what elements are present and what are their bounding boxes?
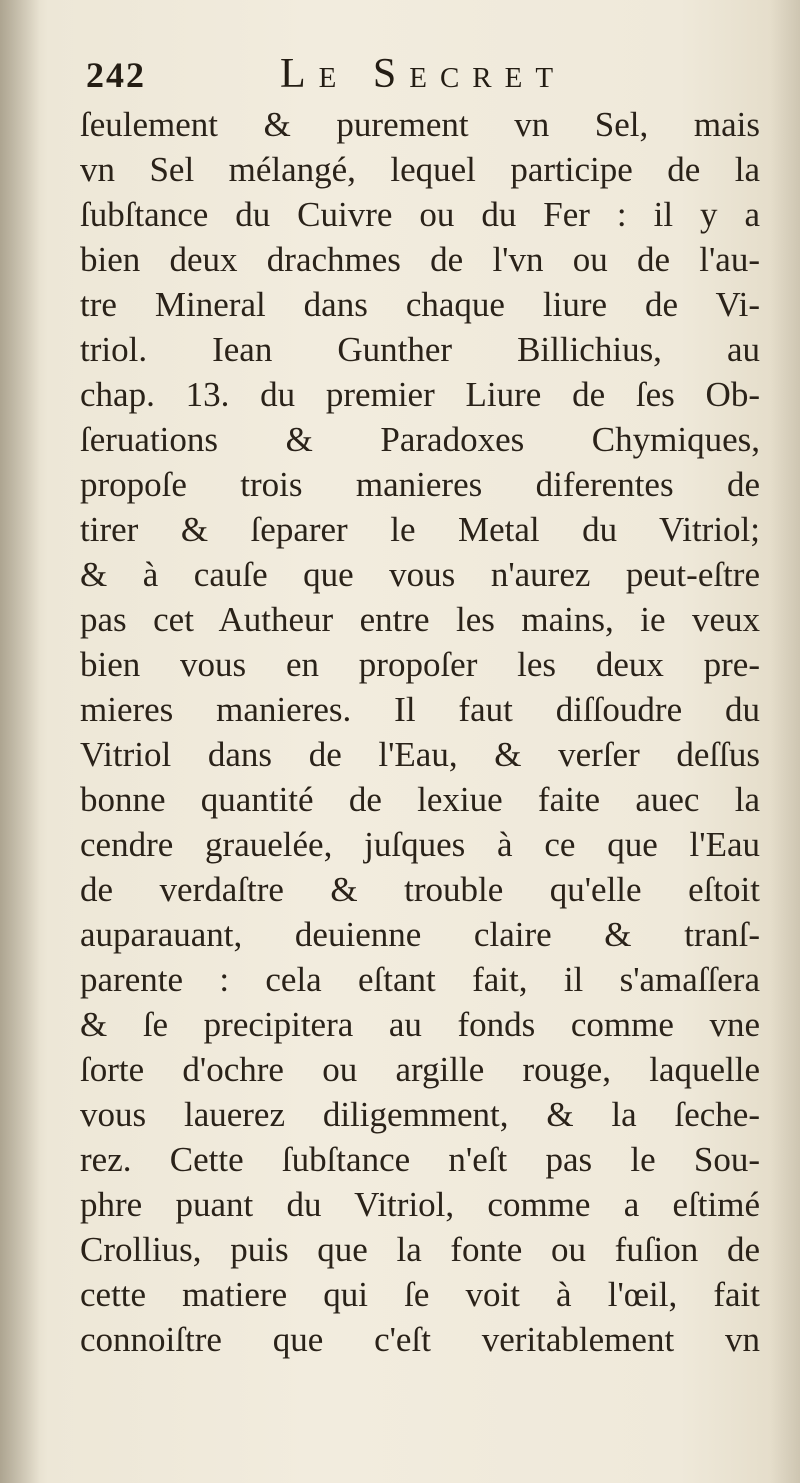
text-line: de verdaſtre & trouble qu'elle eſtoit <box>80 870 760 909</box>
text-line: pas cet Autheur entre les mains, ie veux <box>80 600 760 639</box>
text-line: ſeulement & purement vn Sel, mais <box>80 105 760 144</box>
text-line: cette matiere qui ſe voit à l'œil, fait <box>80 1275 760 1314</box>
text-line: bien vous en propoſer les deux pre- <box>80 645 760 684</box>
body-text <box>80 102 760 1402</box>
gutter-shadow <box>0 0 40 1483</box>
text-line: phre puant du Vitriol, comme a eſtimé <box>80 1185 760 1224</box>
running-head: Le Secret <box>280 51 567 97</box>
text-line: chap. 13. du premier Liure de ſes Ob- <box>80 375 760 414</box>
text-line: Crollius, puis que la fonte ou fuſion de <box>80 1230 760 1269</box>
text-line: bien deux drachmes de l'vn ou de l'au- <box>80 240 760 279</box>
text-line: vous lauerez diligemment, & la ſeche- <box>80 1095 760 1134</box>
text-line: cendre grauelée, juſques à ce que l'Eau <box>80 825 760 864</box>
text-line: propoſe trois manieres diferentes de <box>80 465 760 504</box>
page-number: 242 <box>86 55 146 95</box>
text-line: connoiſtre que c'eſt veritablement vn <box>80 1320 760 1359</box>
page-header <box>80 50 760 110</box>
text-line: ſorte d'ochre ou argille rouge, laquelle <box>80 1050 760 1089</box>
text-line: parente : cela eſtant fait, il s'amaſſera <box>80 960 760 999</box>
text-line: ſeruations & Paradoxes Chymiques, <box>80 420 760 459</box>
text-line: vn Sel mélangé, lequel participe de la <box>80 150 760 189</box>
text-line: auparauant, deuienne claire & tranſ- <box>80 915 760 954</box>
text-line: & à cauſe que vous n'aurez peut-eſtre <box>80 555 760 594</box>
text-line: mieres manieres. Il faut diſſoudre du <box>80 690 760 729</box>
text-line: triol. Iean Gunther Billichius, au <box>80 330 760 369</box>
text-line: Vitriol dans de l'Eau, & verſer deſſus <box>80 735 760 774</box>
text-line: & ſe precipitera au fonds comme vne <box>80 1005 760 1044</box>
text-line: rez. Cette ſubſtance n'eſt pas le Sou- <box>80 1140 760 1179</box>
text-line: ſubſtance du Cuivre ou du Fer : il y a <box>80 195 760 234</box>
text-line: bonne quantité de lexiue faite auec la <box>80 780 760 819</box>
text-line: tre Mineral dans chaque liure de Vi- <box>80 285 760 324</box>
margin-shadow <box>770 0 800 1483</box>
text-line: tirer & ſeparer le Metal du Vitriol; <box>80 510 760 549</box>
